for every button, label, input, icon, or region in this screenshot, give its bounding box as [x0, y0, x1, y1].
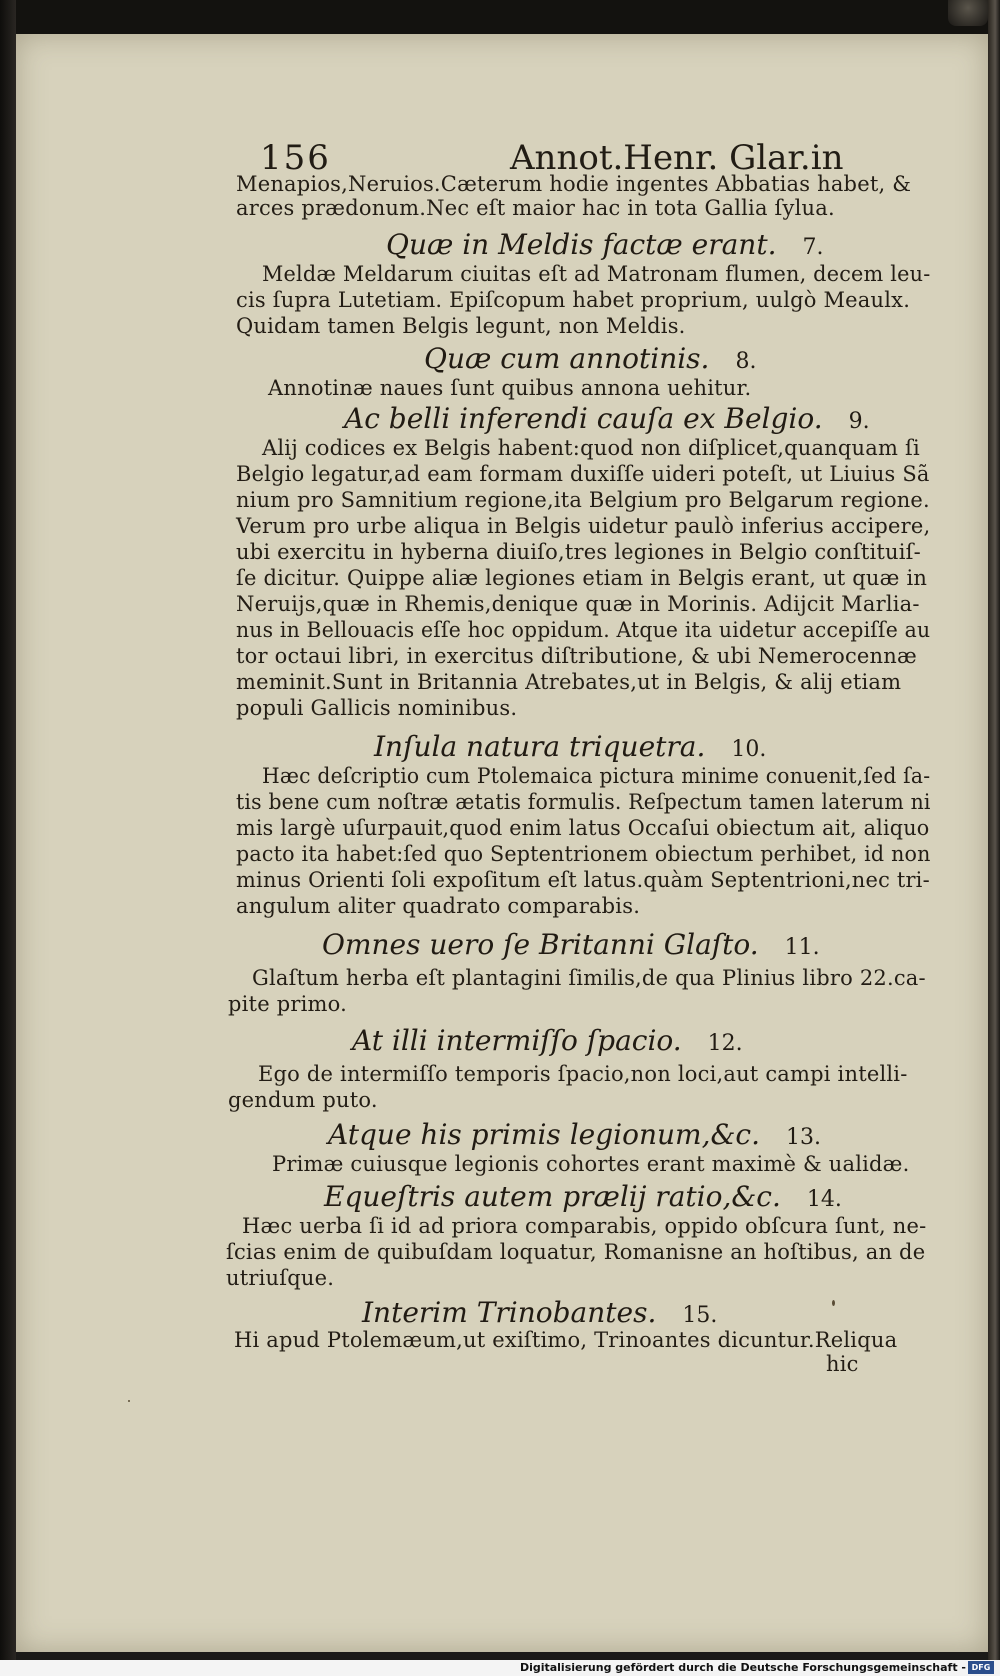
lemma-heading: [344, 402, 870, 435]
note-number: 7.: [802, 235, 824, 260]
lemma-text: Ac belli inferendi cauſa ex Belgio.: [344, 402, 823, 435]
lemma-text: Inſula natura triquetra.: [374, 730, 706, 763]
line-text: ſe dicitur. Quippe aliæ legiones etiam in Belgis erant, ut quæ in: [236, 566, 928, 590]
line-text: hic: [826, 1352, 859, 1376]
text-line: [236, 566, 927, 590]
lemma-text: Omnes uero ſe Britanni Glaſto.: [322, 928, 759, 961]
line-text: Primæ cuiusque legionis cohortes erant maximè & ualidæ.: [272, 1152, 910, 1176]
note-number: 14.: [806, 1187, 842, 1212]
note-number: 13.: [786, 1125, 821, 1150]
text-line: [262, 262, 930, 286]
line-text: nus in Bellouacis eſſe hoc oppidum. Atque ita uidetur accepiſſe au: [236, 618, 931, 642]
text-line: [228, 1088, 378, 1112]
lemma-heading: [362, 1296, 717, 1329]
line-text: utriuſque.: [226, 1266, 335, 1290]
line-text: tis bene cum noſtræ ætatis formulis. Reſpectum tamen laterum ni: [236, 790, 931, 814]
line-text: Ego de intermiſſo temporis ſpacio,non loci,aut campi intelli-: [258, 1062, 908, 1086]
line-text: Meldæ Meldarum ciuitas eſt ad Matronam flumen, decem leu-: [262, 262, 931, 286]
text-line: [236, 670, 901, 694]
line-text: arces prædonum.Nec eſt maior hac in tota Gallia ſylua.: [236, 196, 835, 220]
line-text: minus Orienti ſoli expoſitum eſt latus.quàm Septentrioni,nec tri-: [236, 868, 930, 892]
text-line: [228, 992, 347, 1016]
lemma-heading: [386, 228, 823, 261]
lemma-heading: [424, 342, 756, 375]
line-text: Quidam tamen Belgis legunt, non Meldis.: [236, 314, 686, 338]
line-text: Hæc deſcriptio cum Ptolemaica pictura minime conuenit,ſed ſa-: [262, 764, 931, 788]
text-line: [236, 462, 930, 486]
book-fore-edge: [988, 0, 1000, 1660]
text-line: [234, 1328, 897, 1352]
line-text: Neruijs,quæ in Rhemis,denique quæ in Morinis. Adijcit Marlia-: [236, 592, 920, 616]
text-line: [236, 842, 931, 866]
lemma-text: At illi intermiſſo ſpacio.: [352, 1024, 682, 1057]
lemma-text: Atque his primis legionum,&c.: [328, 1118, 760, 1151]
note-number: 15.: [682, 1303, 718, 1328]
note-number: 10.: [731, 737, 767, 762]
lemma-heading: [352, 1024, 743, 1057]
text-line: [242, 1214, 926, 1238]
line-text: Verum pro urbe aliqua in Belgis uidetur paulò inferius accipere,: [236, 514, 931, 538]
line-text: Hæc uerba ſi id ad priora comparabis, oppido obſcura ſunt, ne-: [242, 1214, 927, 1238]
line-text: meminit.Sunt in Britannia Atrebates,ut in Belgis, & alij etiam: [236, 670, 902, 694]
footer-credit: Digitalisierung gefördert durch die Deutsche Forschungsgemeinschaft -: [519, 1661, 966, 1674]
line-text: Glaſtum herba eſt plantagini ſimilis,de qua Plinius libro 22.ca-: [252, 966, 926, 990]
note-number: 12.: [707, 1031, 743, 1056]
text-line: [236, 488, 930, 512]
line-text: angulum aliter quadrato comparabis.: [236, 894, 641, 918]
text-line: [236, 540, 921, 564]
line-text: Hi apud Ptolemæum,ut exiſtimo, Trinoantes dicuntur.Reliqua: [234, 1328, 898, 1352]
paper-speck: [128, 1400, 130, 1402]
line-text: pacto ita habet:ſed quo Septentrionem obiectum perhibet, id non: [236, 842, 931, 866]
text-line: [236, 314, 686, 338]
lemma-text: Quæ cum annotinis.: [424, 342, 710, 375]
lemma-heading: [324, 1180, 842, 1213]
line-text: Annotinæ naues ſunt quibus annona uehitur.: [268, 376, 752, 400]
line-text: cis ſupra Lutetiam. Epiſcopum habet proprium, uulgò Meaulx.: [236, 288, 911, 312]
text-line: [262, 436, 920, 460]
dfg-logo: DFG: [968, 1661, 994, 1674]
note-number: 8.: [735, 349, 757, 374]
scan-top-shadow: [16, 0, 988, 34]
text-line: [236, 288, 910, 312]
note-number: 9.: [848, 409, 870, 434]
text-line: [236, 868, 930, 892]
scan-clamp: [948, 0, 988, 26]
line-text: nium pro Samnitium regione,ita Belgium pro Belgarum regione.: [236, 488, 930, 512]
line-text: mis largè uſurpauit,quod enim latus Occaſui obiectum ait, aliquo: [236, 816, 930, 840]
line-text: Belgio legatur,ad eam formam duxiſſe uideri poteſt, ut Liuius Sã: [236, 462, 930, 486]
text-line: [826, 1352, 859, 1376]
lemma-text: Interim Trinobantes.: [362, 1296, 657, 1329]
lemma-text: Quæ in Meldis factæ erant.: [386, 228, 777, 261]
paper-speck: [832, 1300, 835, 1306]
text-line: [268, 376, 751, 400]
text-line: [236, 172, 911, 196]
line-text: ſcias enim de quibuſdam loquatur, Romanisne an hoſtibus, an de: [226, 1240, 926, 1264]
text-line: [226, 1240, 925, 1264]
line-text: pite primo.: [228, 992, 347, 1016]
scan-left-edge: [0, 0, 16, 1660]
line-text: tor octaui libri, in exercitus diſtributione, & ubi Nemerocennæ: [236, 644, 917, 668]
line-text: ubi exercitu in hyberna diuiſo,tres legiones in Belgio conſtituiſ-: [236, 540, 921, 564]
text-line: [236, 816, 929, 840]
text-line: [236, 618, 930, 642]
text-line: [236, 592, 920, 616]
text-line: [258, 1062, 908, 1086]
text-line: [236, 196, 835, 220]
lemma-heading: [374, 730, 766, 763]
page-number: 156: [260, 138, 331, 178]
line-text: gendum puto.: [228, 1088, 378, 1112]
lemma-text: Equeſtris autem prælij ratio,&c.: [324, 1180, 781, 1213]
lemma-heading: [328, 1118, 821, 1151]
text-line: [252, 966, 926, 990]
line-text: Menapios,Neruios.Cæterum hodie ingentes Abbatias habet, &: [236, 172, 912, 196]
text-line: [236, 696, 517, 720]
running-head: Annot.Henr. Glar.in: [510, 138, 844, 178]
text-line: [236, 514, 930, 538]
text-line: [236, 644, 917, 668]
text-line: [236, 894, 640, 918]
lemma-heading: [322, 928, 820, 961]
text-line: [236, 790, 931, 814]
text-line: [226, 1266, 334, 1290]
line-text: populi Gallicis nominibus.: [236, 696, 518, 720]
text-line: [262, 764, 930, 788]
line-text: Alij codices ex Belgis habent:quod non diſplicet,quanquam ſi: [262, 436, 920, 460]
note-number: 11.: [784, 935, 820, 960]
text-line: [272, 1152, 910, 1176]
